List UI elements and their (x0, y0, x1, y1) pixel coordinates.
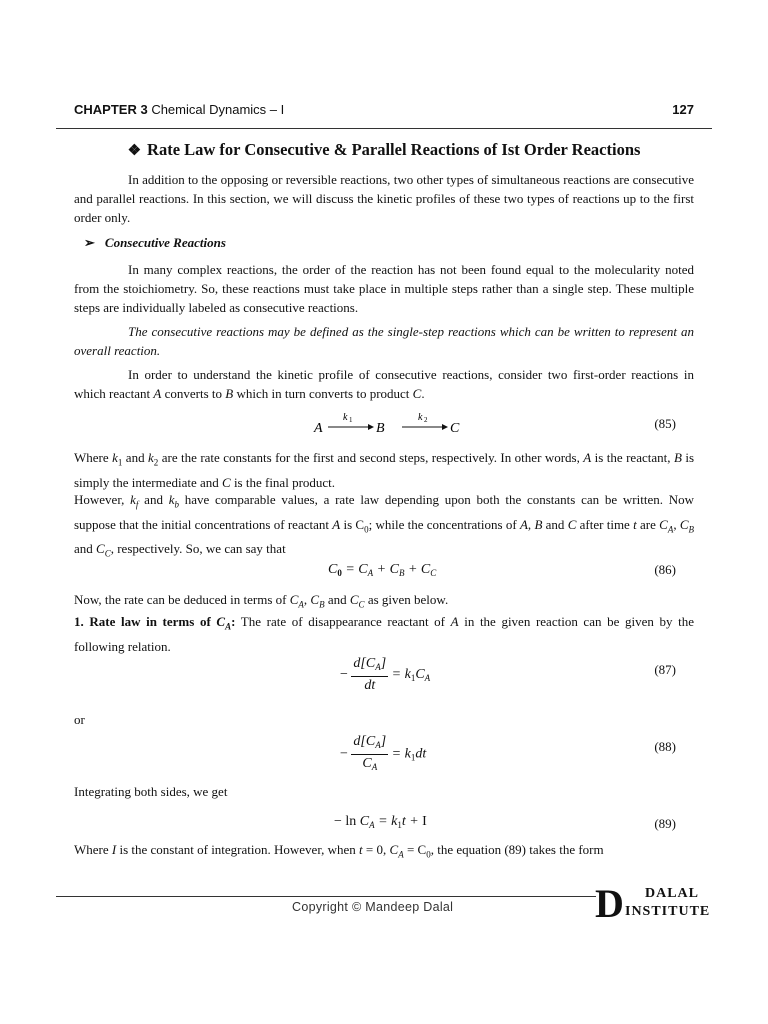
paragraph-rate-deduced: Now, the rate can be deduced in terms of $C_A$, $C_B$ and $C_C$ as given below. (74, 592, 449, 610)
equation-number-86: (86) (654, 562, 676, 577)
svg-text:B: B (376, 421, 385, 436)
chapter-heading (74, 102, 284, 117)
svg-text:k: k (343, 412, 348, 423)
equation-number-88: (88) (654, 739, 676, 754)
logo-letter: D (595, 881, 624, 926)
svg-text:1: 1 (349, 416, 353, 424)
svg-text:A: A (314, 421, 323, 436)
equation-number-85: (85) (654, 416, 676, 431)
equation-86: $C_0 = C_A + C_B + C_C$ (328, 562, 437, 578)
footer-divider (56, 896, 596, 897)
fraction-dca-dt: $\frac{d[C_A]}{dt}$ (353, 656, 387, 693)
paragraph-integration-constant: Where I is the constant of integration. However, when t = 0, $C_A = C_0$, the equation (89) takes the form (74, 842, 604, 860)
paragraph-rate-law-ca: 1. Rate law in terms of $C_A$: The rate of disappearance reactant of A in the given reaction can be given by the following relation. (74, 614, 694, 654)
logo-line2: INSTITUTE (625, 904, 711, 919)
diamond-bullet-icon: ❖ (127, 143, 142, 159)
chapter-title: Chemical Dynamics – I (151, 102, 285, 117)
dalal-institute-logo (595, 881, 725, 926)
equation-87: − $\frac{d[C_A]}{dt}$ = $k_1C_A$ (340, 656, 431, 693)
copyright-text: Copyright © Mandeep Dalal (292, 900, 454, 914)
paragraph-rate-constants: Where $k_1$ and $k_2$ are the rate constants for the first and second steps, respectively. In other words, A is the reactant, B is simply the intermediate and C is the final product. (74, 450, 694, 490)
header-divider (56, 128, 712, 129)
section-title (0, 140, 768, 160)
equation-88: − $\frac{d[C_A]}{C_A}$ = $k_1dt$ (340, 733, 426, 776)
page-header (74, 102, 694, 122)
arrowhead-bullet-icon: ➢ (84, 235, 95, 250)
svg-text:C: C (450, 421, 460, 436)
paragraph-kinetic-profile: In order to understand the kinetic profile of consecutive reactions, consider two first-order reactions in which reactant A converts to B which in turn converts to product C. (74, 367, 694, 401)
section-title-text: Rate Law for Consecutive & Parallel Reactions of Ist Order Reactions (147, 140, 641, 159)
paragraph-initial-concentrations: However, $k_f$ and $k_b$ have comparable values, a rate law depending upon both the constants can be written. Now suppose that the initial concentrations of reactant A is $C_0$; while the concentrations of A, B and C after time t are $C_A$, $C_B$ and $C_C$, respectively. So, we can say that (74, 492, 695, 559)
equation-number-89: (89) (654, 816, 676, 831)
svg-text:k: k (418, 412, 423, 423)
fraction-dca-ca: $\frac{d[C_A]}{C_A}$ (353, 734, 387, 772)
subheading-consecutive (84, 233, 226, 252)
connector-or: or (74, 712, 85, 727)
subheading-text: Consecutive Reactions (104, 235, 226, 250)
svg-text:2: 2 (424, 416, 428, 424)
equation-85-scheme (306, 408, 466, 438)
definition-paragraph: The consecutive reactions may be defined as the single-step reactions which can be written to represent an overall reaction. (74, 324, 694, 358)
equation-number-87: (87) (654, 662, 676, 677)
paragraph-complex-reactions: In many complex reactions, the order of the reaction has not been found equal to the molecularity noted from the stoichiometry. So, these reactions must take place in multiple steps rather than a single step. These multiple steps are individually labeled as consecutive reactions. (74, 262, 694, 315)
intro-paragraph: In addition to the opposing or reversible reactions, two other types of simultaneous reactions are consecutive and parallel reactions. In this section, we will discuss the kinetic profiles of these two types of reactions up to the first order only. (74, 172, 694, 225)
page-number: 127 (672, 102, 694, 117)
equation-89: − $\ln C_A = k_1t + I$ (334, 814, 427, 830)
logo-line1: DALAL (645, 886, 700, 901)
paragraph-integrating: Integrating both sides, we get (74, 784, 228, 799)
chapter-label: CHAPTER 3 (74, 102, 148, 117)
